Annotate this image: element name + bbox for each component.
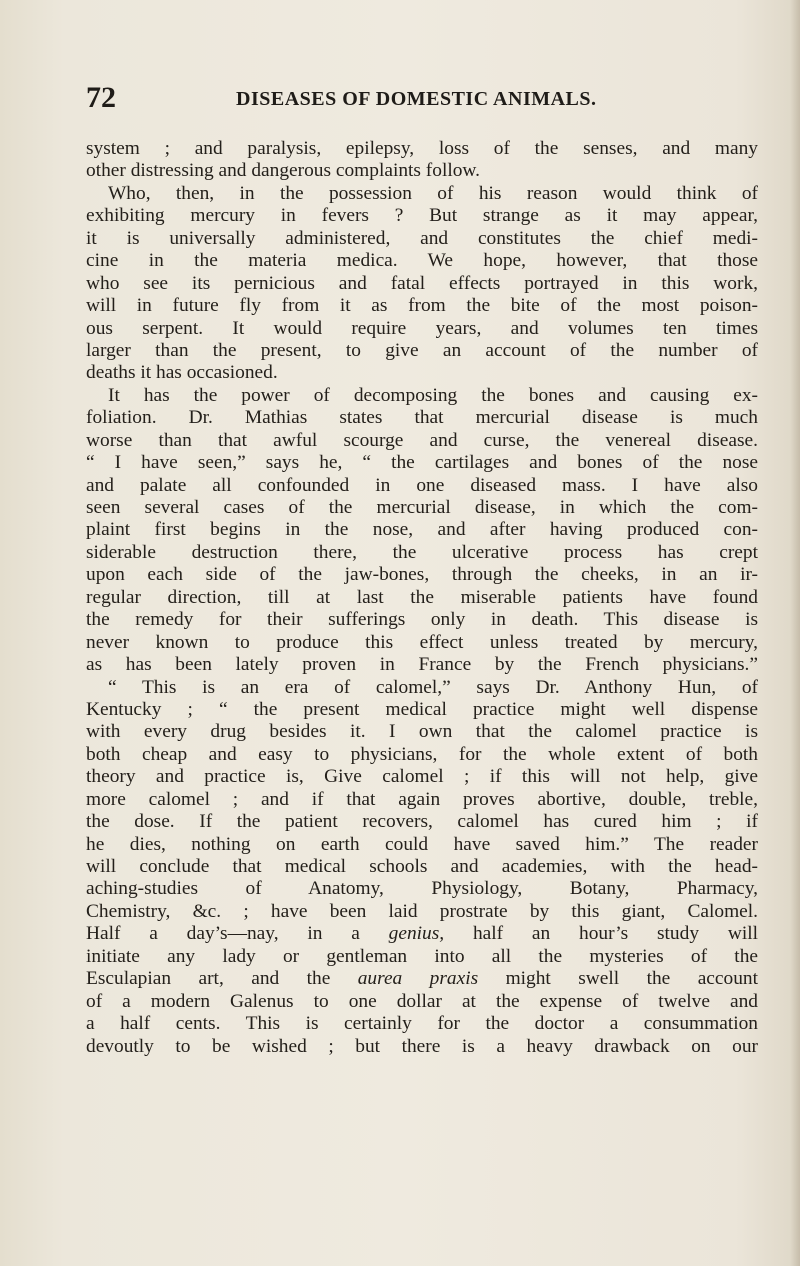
text-line: theory and practice is, Give calomel ; if this will not help, give — [86, 766, 758, 788]
text-line: who see its pernicious and fatal effects portrayed in this work, — [86, 272, 758, 294]
text-line: foliation. Dr. Mathias states that mercurial disease is much — [86, 407, 758, 429]
text-line: aching-studies of Anatomy, Physiology, Botany, Pharmacy, — [86, 878, 758, 900]
text-line: system ; and paralysis, epilepsy, loss of the senses, and many — [86, 138, 758, 159]
text-line: worse than that awful scourge and curse, the venereal disease. — [86, 429, 758, 451]
text-segment: Esculapian art, and the — [86, 968, 358, 990]
page-number: 72 — [86, 81, 116, 114]
text-line: Chemistry, &c. ; have been laid prostrate by this giant, Calomel. — [86, 900, 758, 922]
text-line: more calomel ; and if that again proves abortive, double, treble, — [86, 788, 758, 810]
text-line: of a modern Galenus to one dollar at the expense of twelve and — [86, 990, 758, 1012]
text-line: Kentucky ; “ the present medical practice might well dispense — [86, 698, 758, 720]
text-line: initiate any lady or gentleman into all the mysteries of the — [86, 945, 758, 967]
text-line: with every drug besides it. I own that the calomel practice is — [86, 721, 758, 743]
text-line: It has the power of decomposing the bones and causing ex- — [108, 384, 758, 406]
text-line: larger than the present, to give an account of the number of — [86, 339, 758, 361]
italic-term-genius: genius, — [388, 923, 445, 945]
italic-term-aurea-praxis: aurea praxis — [357, 968, 479, 990]
text-line: it is universally administered, and constitutes the chief medi- — [86, 227, 758, 249]
running-title: DISEASES OF DOMESTIC ANIMALS. — [236, 88, 597, 110]
text-segment: Half a day’s—nay, in a — [86, 923, 389, 945]
text-line: a half cents. This is certainly for the doctor a consummation — [86, 1013, 758, 1035]
text-line: will in future fly from it as from the bite of the most poison- — [86, 295, 758, 317]
text-line: cine in the materia medica. We hope, however, that those — [86, 250, 758, 272]
text-line: Who, then, in the possession of his reason would think of — [108, 182, 758, 204]
text-line: regular direction, till at last the miserable patients have found — [86, 586, 758, 608]
text-line: other distressing and dangerous complaints follow. — [86, 160, 481, 182]
text-line: never known to produce this effect unless treated by mercury, — [86, 631, 758, 653]
text-line: siderable destruction there, the ulcerative process has crept — [86, 541, 758, 563]
text-segment: half an hour’s study will — [444, 923, 758, 945]
text-line: will conclude that medical schools and academies, with the head- — [86, 856, 758, 877]
text-line: “ This is an era of calomel,” says Dr. Anthony Hun, of — [108, 676, 758, 698]
text-line: the dose. If the patient recovers, calomel has cured him ; if — [86, 811, 758, 833]
text-line: plaint first begins in the nose, and after having produced con- — [86, 519, 758, 541]
text-line: upon each side of the jaw-bones, through the cheeks, in an ir- — [86, 564, 758, 586]
text-line: “ I have seen,” says he, “ the cartilages and bones of the nose — [86, 452, 758, 474]
text-line: as has been lately proven in France by the French physicians.” — [86, 654, 758, 676]
text-line: seen several cases of the mercurial disease, in which the com- — [86, 497, 758, 518]
text-line: exhibiting mercury in fevers ? But strange as it may appear, — [86, 205, 758, 227]
text-segment: might swell the account — [478, 968, 758, 990]
text-line — [86, 968, 758, 990]
body-text — [86, 138, 758, 1058]
text-line: ous serpent. It would require years, and volumes ten times — [86, 317, 758, 339]
text-line: both cheap and easy to physicians, for the whole extent of both — [86, 743, 758, 765]
page-header — [86, 80, 736, 116]
text-line — [86, 923, 758, 945]
text-line: and palate all confounded in one diseased mass. I have also — [86, 474, 758, 496]
text-line: he dies, nothing on earth could have saved him.” The reader — [86, 833, 758, 855]
text-line: deaths it has occasioned. — [86, 362, 278, 384]
text-line: devoutly to be wished ; but there is a heavy drawback on our — [86, 1035, 758, 1057]
page-edge-shadow — [790, 0, 800, 1266]
text-line: the remedy for their sufferings only in death. This disease is — [86, 609, 758, 631]
